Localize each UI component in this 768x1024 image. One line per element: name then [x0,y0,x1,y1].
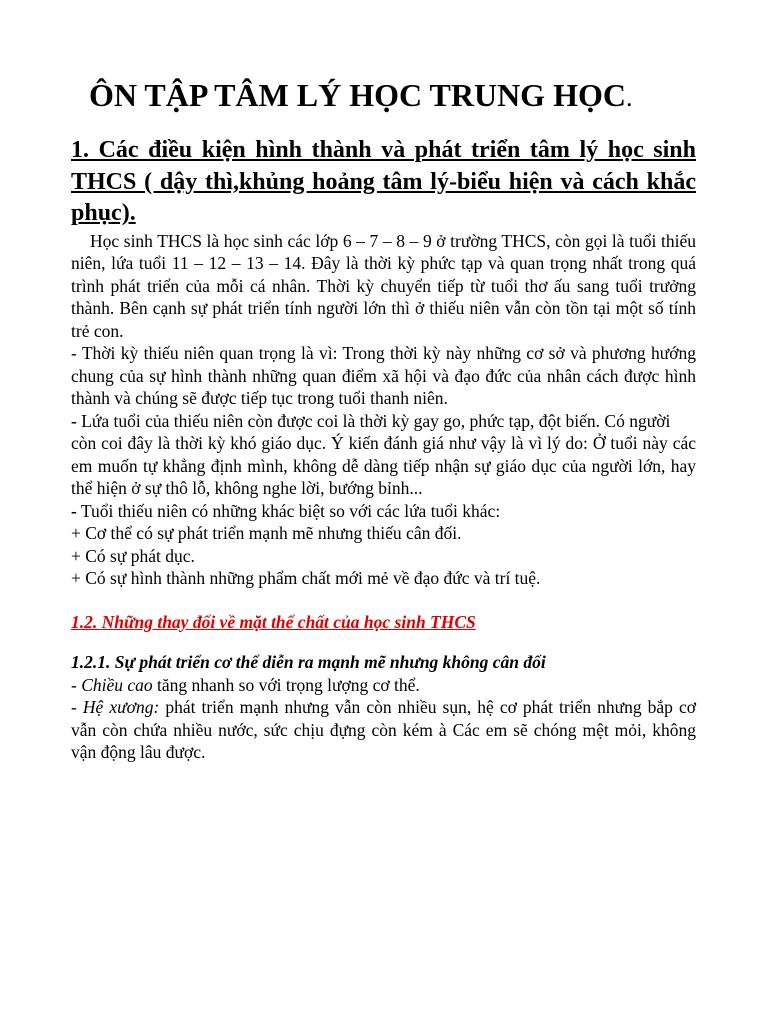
paragraph-difficult-continued: còn coi đây là thời kỳ khó giáo dục. Ý kiến đánh giá như vậy là vì lý do: Ở tuổi này các em muốn tự khẳng định mình, không dễ dàng tiếp nhận sự giáo dục của người lớn, hay thể hiện ở sự thô lỗ, không nghe lời, bướng bỉnh... [71,433,696,498]
paragraph-important: - Thời kỳ thiếu niên quan trọng là vì: Trong thời kỳ này những cơ sở và phương hướng chung của sự hình thành những quan điểm xã hội và đạo đức của nhân cách được hình thành và chúng sẽ được tiếp tục trong tuổi thanh niên. [71,343,696,408]
bullet-puberty: + Có sự phát dục. [71,545,195,566]
paragraph-bone-prefix: - [71,697,83,717]
bullet-new-qualities: + Có sự hình thành những phẩm chất mới mẻ về đạo đức và trí tuệ. [71,568,541,588]
section-heading-1: 1. Các điều kiện hình thành và phát triển tâm lý học sinh THCS ( dậy thì,khủng hoảng tâm lý-biểu hiện và cách khắc phục). [71,137,696,226]
bullet-body-growth: + Cơ thể có sự phát triển mạnh mẽ nhưng thiếu cân đối. [71,523,462,543]
paragraph-differences-text: Tuổi thiếu niên có những khác biệt so với các lứa tuổi khác: [76,500,501,521]
document-title-dot: . [625,83,633,112]
paragraph-differences-dash: - [71,500,77,521]
paragraph-intro: Học sinh THCS là học sinh các lớp 6 – 7 – 8 – 9 ở trường THCS, còn gọi là tuổi thiếu niên, lứa tuổi 11 – 12 – 13 – 14. Đây là thời kỳ phức tạp và quan trọng nhất trong quá trình phát triển của mỗi cá nhân. Thời kỳ chuyển tiếp từ tuổi thơ ấu sang tuổi trưởng thành. Bên cạnh sự phát triển tính người lớn thì ở thiếu niên vẫn còn tồn tại một số tính trẻ con. [71,230,696,341]
paragraph-height [71,674,696,697]
paragraph-bone-text: phát triển mạnh nhưng vẫn còn nhiều sụn, hệ cơ phát triển nhưng bắp cơ vẫn còn chứa nhiều nước, sức chịu đựng còn kém à Các em sẽ chóng mệt mỏi, không vận động lâu được. [71,697,696,762]
document-title-text: ÔN TẬP TÂM LÝ HỌC TRUNG HỌC [89,77,626,113]
section-heading-1-2: 1.2. Những thay đổi về mặt thể chất của học sinh THCS [71,611,476,632]
paragraph-difficult-text: Lứa tuổi của thiếu niên còn được coi là thời kỳ gay go, phức tạp, đột biến. Có người [76,410,671,431]
paragraph-height-prefix: - [71,674,82,695]
section-heading-1-2-1: 1.2.1. Sự phát triển cơ thể diễn ra mạnh mẽ nhưng không cân đối [71,652,546,672]
paragraph-differences [71,500,696,523]
paragraph-height-term: Chiều cao [81,674,153,695]
paragraph-difficult-dash: - [71,410,77,431]
paragraph-difficult [71,410,696,433]
paragraph-bone-system [71,696,696,764]
paragraph-height-text: tăng nhanh so với trọng lượng cơ thể. [152,674,420,695]
paragraph-bone-term: Hệ xương: [82,697,160,717]
document-title [71,0,696,117]
